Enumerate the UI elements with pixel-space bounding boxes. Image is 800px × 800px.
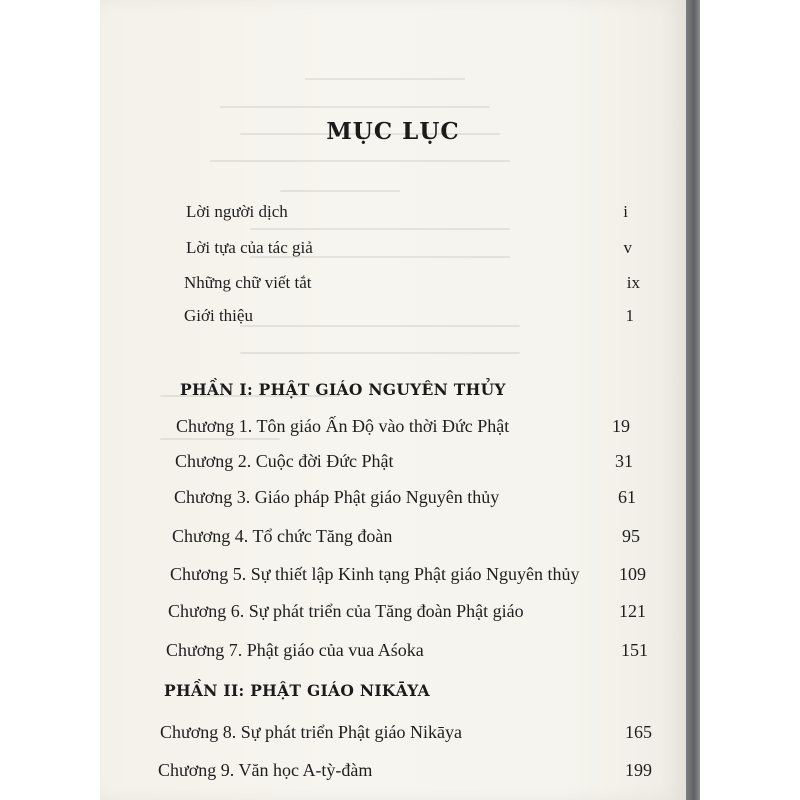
toc-entry-front-3 [184, 273, 640, 293]
toc-entry-page: 31 [615, 451, 633, 471]
toc-entry-label: Lời tựa của tác giả [186, 238, 313, 257]
toc-chapter-3 [174, 487, 636, 508]
toc-entry-page: i [623, 202, 628, 221]
toc-entry-label: Chương 9. Văn học A-tỳ-đàm [158, 760, 373, 780]
toc-entry-label: Chương 1. Tôn giáo Ấn Độ vào thời Đức Phật [176, 416, 510, 436]
toc-entry-front-1 [186, 202, 628, 222]
toc-entry-page: 95 [622, 526, 640, 546]
toc-entry-label: Chương 7. Phật giáo của vua Aśoka [166, 640, 424, 660]
toc-entry-page: v [623, 238, 632, 257]
toc-chapter-7 [166, 640, 648, 661]
page-title: MỤC LỤC [326, 118, 460, 145]
toc-entry-page: 19 [612, 416, 630, 436]
toc-entry-label: Những chữ viết tắt [184, 273, 312, 292]
toc-chapter-9 [158, 760, 652, 781]
toc-entry-label: Chương 2. Cuộc đời Đức Phật [175, 451, 394, 471]
toc-entry-label: Lời người dịch [186, 202, 288, 221]
toc-chapter-4 [172, 526, 640, 547]
toc-entry-front-4 [184, 306, 634, 326]
toc-chapter-8 [160, 722, 652, 743]
book-page [100, 0, 686, 800]
toc-entry-label: Chương 5. Sự thiết lập Kinh tạng Phật giáo Nguyên thủy [170, 564, 580, 584]
toc-chapter-5 [170, 564, 646, 585]
toc-entry-front-2 [186, 238, 632, 258]
toc-entry-label: Chương 8. Sự phát triển Phật giáo Nikāya [160, 722, 462, 742]
toc-chapter-2 [175, 451, 633, 472]
toc-entry-page: 199 [625, 760, 652, 780]
toc-entry-label: Chương 3. Giáo pháp Phật giáo Nguyên thủy [174, 487, 500, 507]
page-shadow-edge [686, 0, 700, 800]
toc-entry-label: Chương 4. Tổ chức Tăng đoàn [172, 526, 393, 546]
part-heading-1: PHẦN I: PHẬT GIÁO NGUYÊN THỦY [180, 380, 506, 399]
toc-entry-page: 151 [621, 640, 648, 660]
toc-chapter-1 [176, 416, 630, 437]
part-heading-2: PHẦN II: PHẬT GIÁO NIKĀYA [164, 681, 430, 700]
toc-entry-page: 109 [619, 564, 646, 584]
toc-chapter-6 [168, 601, 646, 622]
toc-entry-label: Chương 6. Sự phát triển của Tăng đoàn Phật giáo [168, 601, 524, 621]
toc-entry-page: 165 [625, 722, 652, 742]
toc-entry-label: Giới thiệu [184, 306, 253, 325]
toc-entry-page: 1 [625, 306, 634, 325]
toc-entry-page: 121 [619, 601, 646, 621]
toc-entry-page: ix [626, 273, 640, 292]
toc-entry-page: 61 [618, 487, 636, 507]
